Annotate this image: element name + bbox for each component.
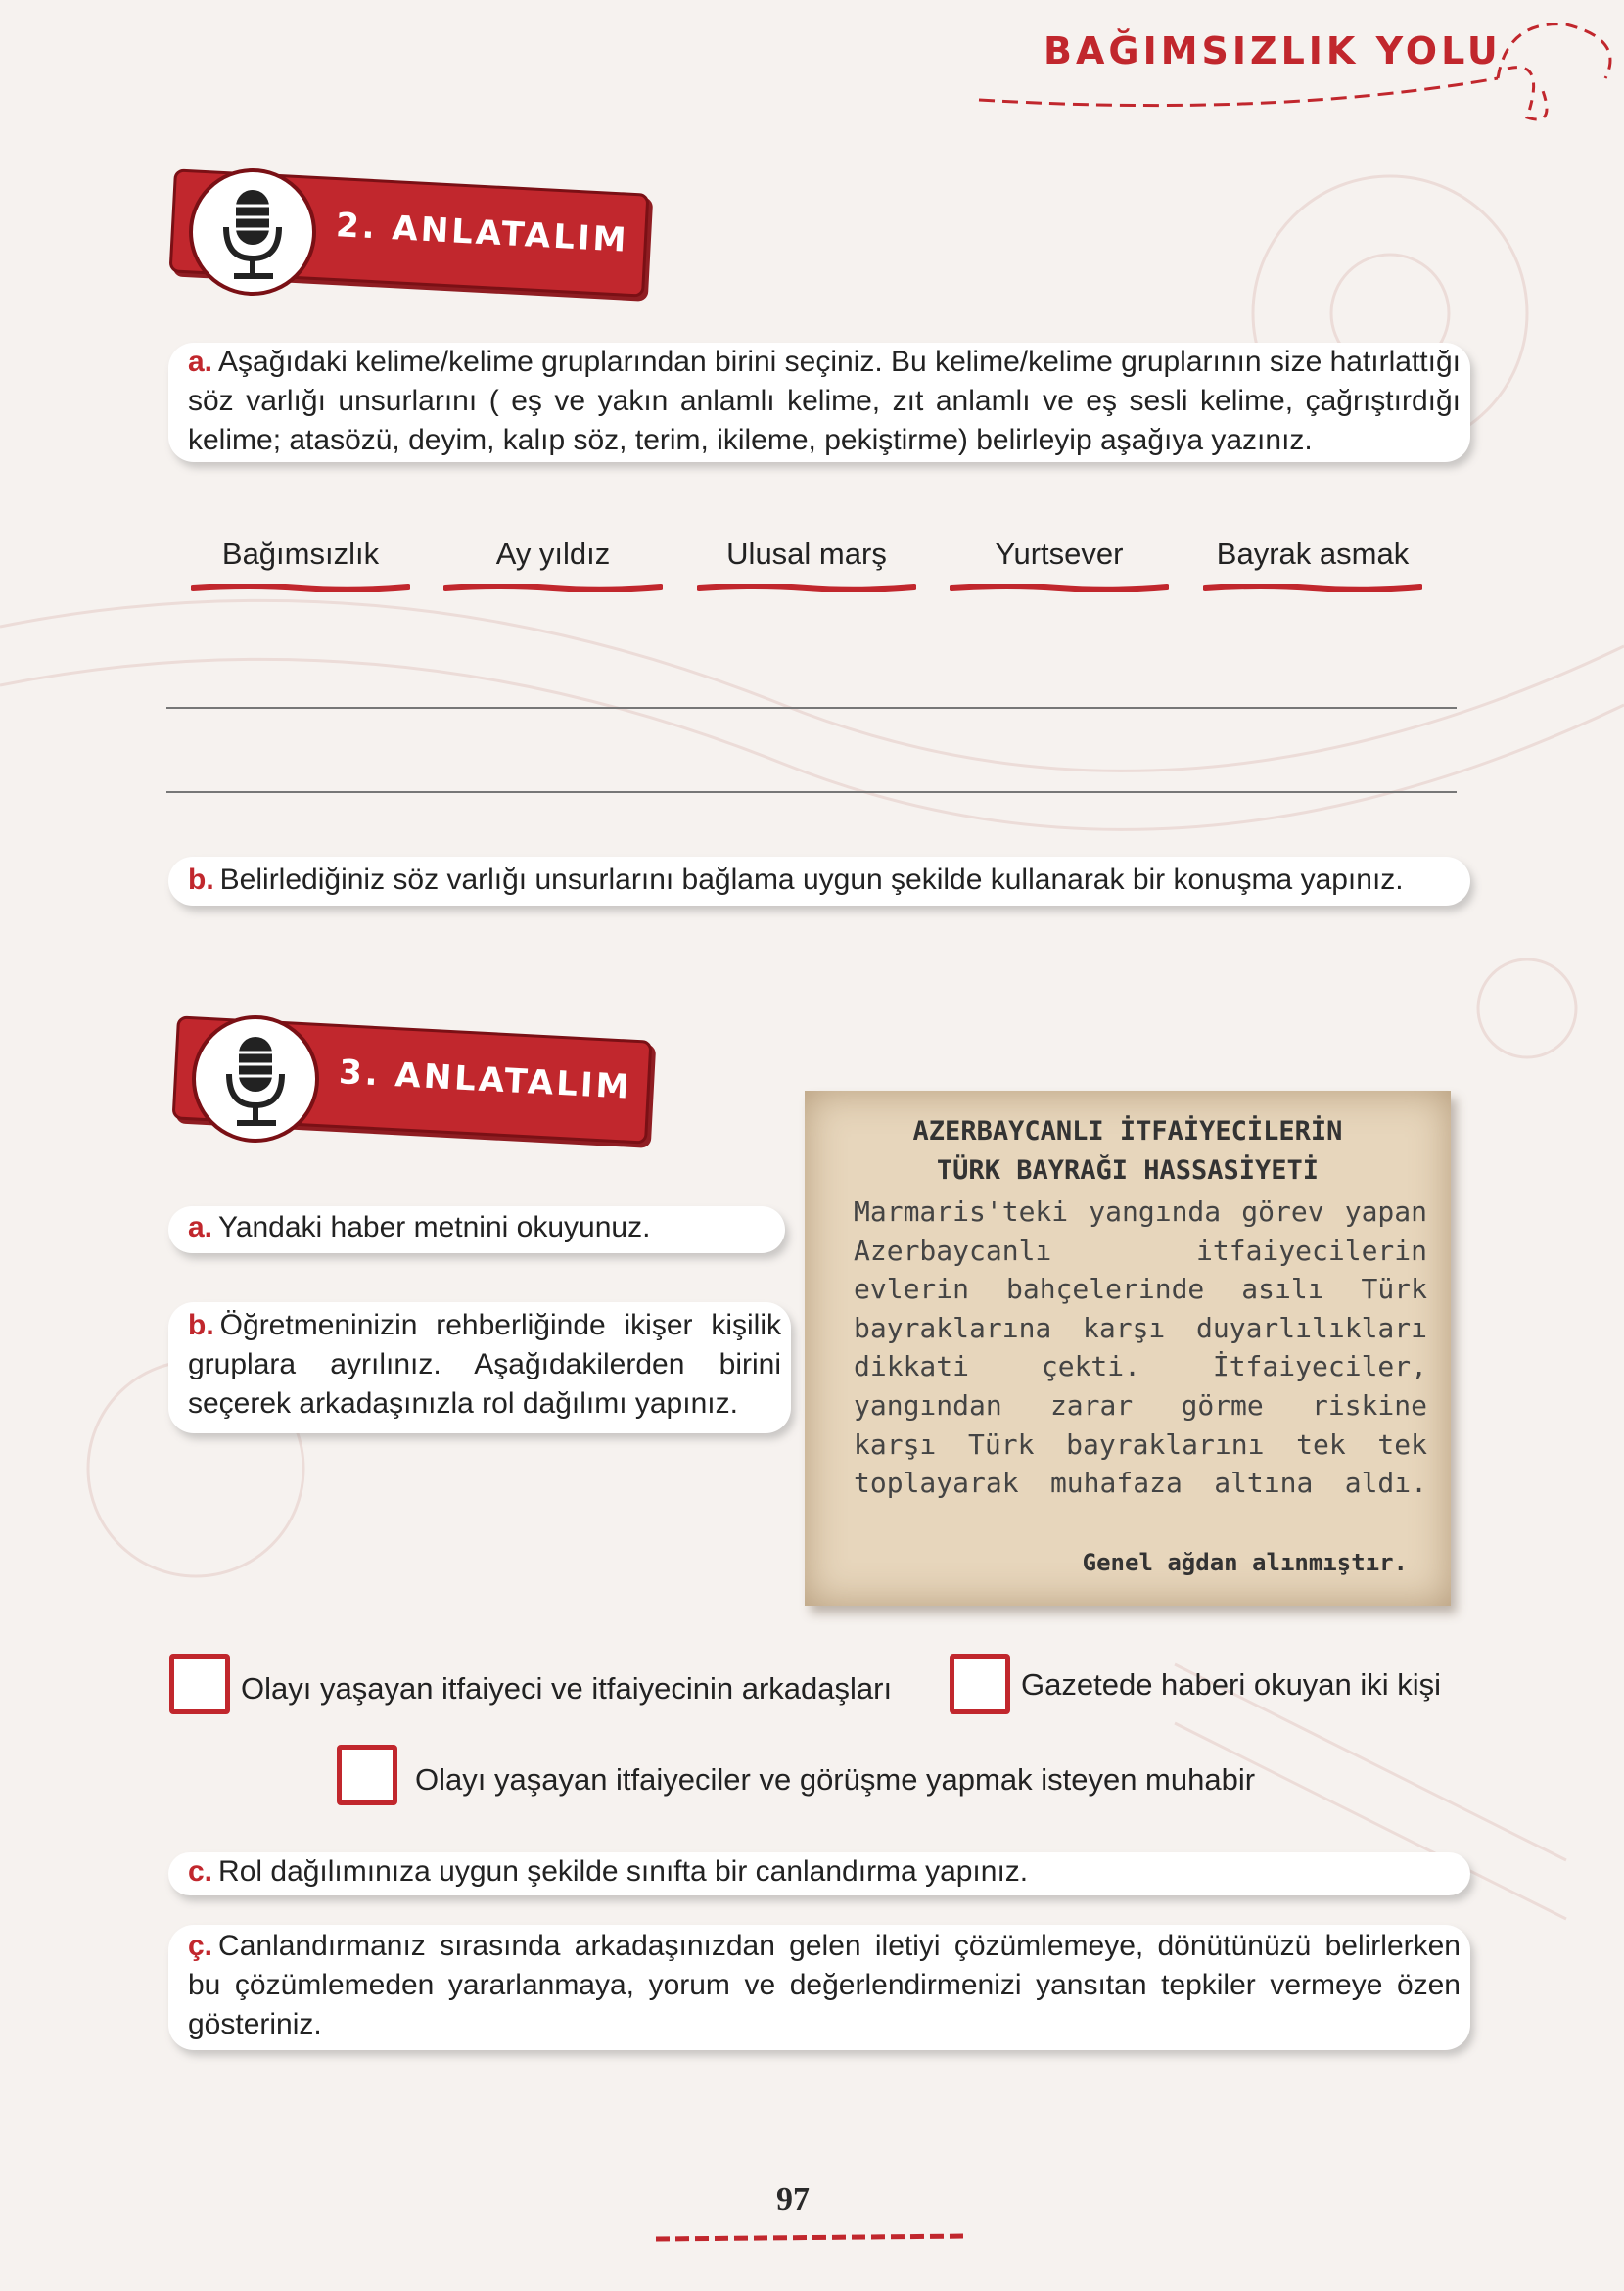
option-checkbox-1[interactable] (169, 1654, 230, 1714)
instruction-text: Yandaki haber metnini okuyunuz. (218, 1211, 651, 1243)
news-title-line-2: TÜRK BAYRAĞI HASSASİYETİ (936, 1155, 1320, 1186)
option-label-3: Olayı yaşayan itfaiyeciler ve görüşme yapmak isteyen muhabir (415, 1762, 1256, 1797)
page-number: 97 (776, 2181, 810, 2218)
news-article (805, 1091, 1451, 1606)
word-label: Ay yıldız (495, 537, 611, 571)
word-label: Ulusal marş (726, 537, 887, 571)
word-choice-4 (949, 537, 1170, 592)
news-title-line-1: AZERBAYCANLI İTFAİYECİLERİN (912, 1116, 1343, 1146)
word-choice-1 (190, 537, 411, 592)
word-choice-5 (1202, 537, 1423, 592)
item-letter: a. (188, 346, 213, 378)
red-underline (950, 584, 1169, 592)
word-label: Yurtsever (995, 537, 1124, 571)
instruction-text: Rol dağılımınıza uygun şekilde sınıfta bir canlandırma yapınız. (218, 1855, 1029, 1888)
section-2-banner (162, 157, 651, 294)
instruction-text: Aşağıdaki kelime/kelime gruplarından birini seçiniz. Bu kelime/kelime gruplarının size hatırlattığı söz varlığı unsurlarını ( eş ve yakın anlamlı kelime, zıt anlamlı ve eş sesli kelime, çağrıştırdığı kelime; atasözü, deyim, kalıp söz, terim, ikileme, pekiştirme) belirleyip aşağıya yazınız. (188, 346, 1461, 456)
section-2-instruction-a (168, 343, 1470, 462)
word-label: Bağımsızlık (221, 537, 380, 571)
section-3-label: 3. ANLATALIM (338, 1052, 633, 1107)
instruction-text: Öğretmeninizin rehberliğinde ikişer kişilik gruplara ayrılınız. Aşağıdakilerden birini seçerek arkadaşınızla rol dağılımı yapınız. (188, 1309, 781, 1420)
microphone-icon (189, 168, 316, 296)
writing-line[interactable] (166, 791, 1457, 793)
option-label-1: Olayı yaşayan itfaiyeci ve itfaiyecinin arkadaşları (241, 1671, 893, 1706)
news-title (805, 1112, 1451, 1191)
section-2-instruction-b (168, 857, 1470, 906)
word-choice-3 (696, 537, 917, 592)
word-choice-2 (442, 537, 664, 592)
section-2-label: 2. ANLATALIM (335, 206, 630, 260)
section-3-instruction-a (168, 1206, 785, 1253)
section-3-instruction-c (168, 1852, 1470, 1895)
section-3-instruction-cc (168, 1925, 1470, 2050)
red-underline (191, 584, 410, 592)
item-letter: a. (188, 1211, 213, 1243)
red-underline (443, 584, 663, 592)
option-checkbox-3[interactable] (337, 1745, 397, 1805)
writing-line[interactable] (166, 707, 1457, 709)
instruction-text: Canlandırmanız sırasında arkadaşınızdan gelen iletiyi çözümlemeye, dönütünüzü belirlerken bu çözümlemeden yararlanmaya, yorum ve değerlendirmenizi yansıtan tepkiler vermeye özen gösteriniz. (188, 1930, 1461, 2040)
news-body: Marmaris'teki yangında görev yapan Azerbaycanlı itfaiyecilerin evlerin bahçelerinde asılı Türk bayraklarına karşı duyarlılıkları dikkati çekti. İtfaiyeciler, yangından zarar görme riskine karşı Türk bayraklarını tek tek toplayarak muhafaza altına aldı. (854, 1195, 1427, 1500)
option-checkbox-2[interactable] (950, 1654, 1010, 1714)
item-letter: b. (188, 1309, 214, 1341)
word-label: Bayrak asmak (1216, 537, 1410, 571)
red-underline (697, 584, 916, 592)
instruction-text: Belirlediğiniz söz varlığı unsurlarını bağlama uygun şekilde kullanarak bir konuşma yapınız. (219, 864, 1404, 896)
red-underline (1203, 584, 1422, 592)
microphone-icon (192, 1015, 319, 1143)
option-label-2: Gazetede haberi okuyan iki kişi (1021, 1667, 1442, 1702)
item-letter: b. (188, 864, 214, 896)
item-letter: c. (188, 1855, 213, 1888)
header-title: BAĞIMSIZLIK YOLU (1044, 29, 1502, 72)
news-source: Genel ağdan alınmıştır. (1082, 1549, 1408, 1576)
section-3-banner (164, 1004, 654, 1141)
item-letter: ç. (188, 1930, 213, 1962)
section-3-instruction-b (168, 1302, 791, 1433)
